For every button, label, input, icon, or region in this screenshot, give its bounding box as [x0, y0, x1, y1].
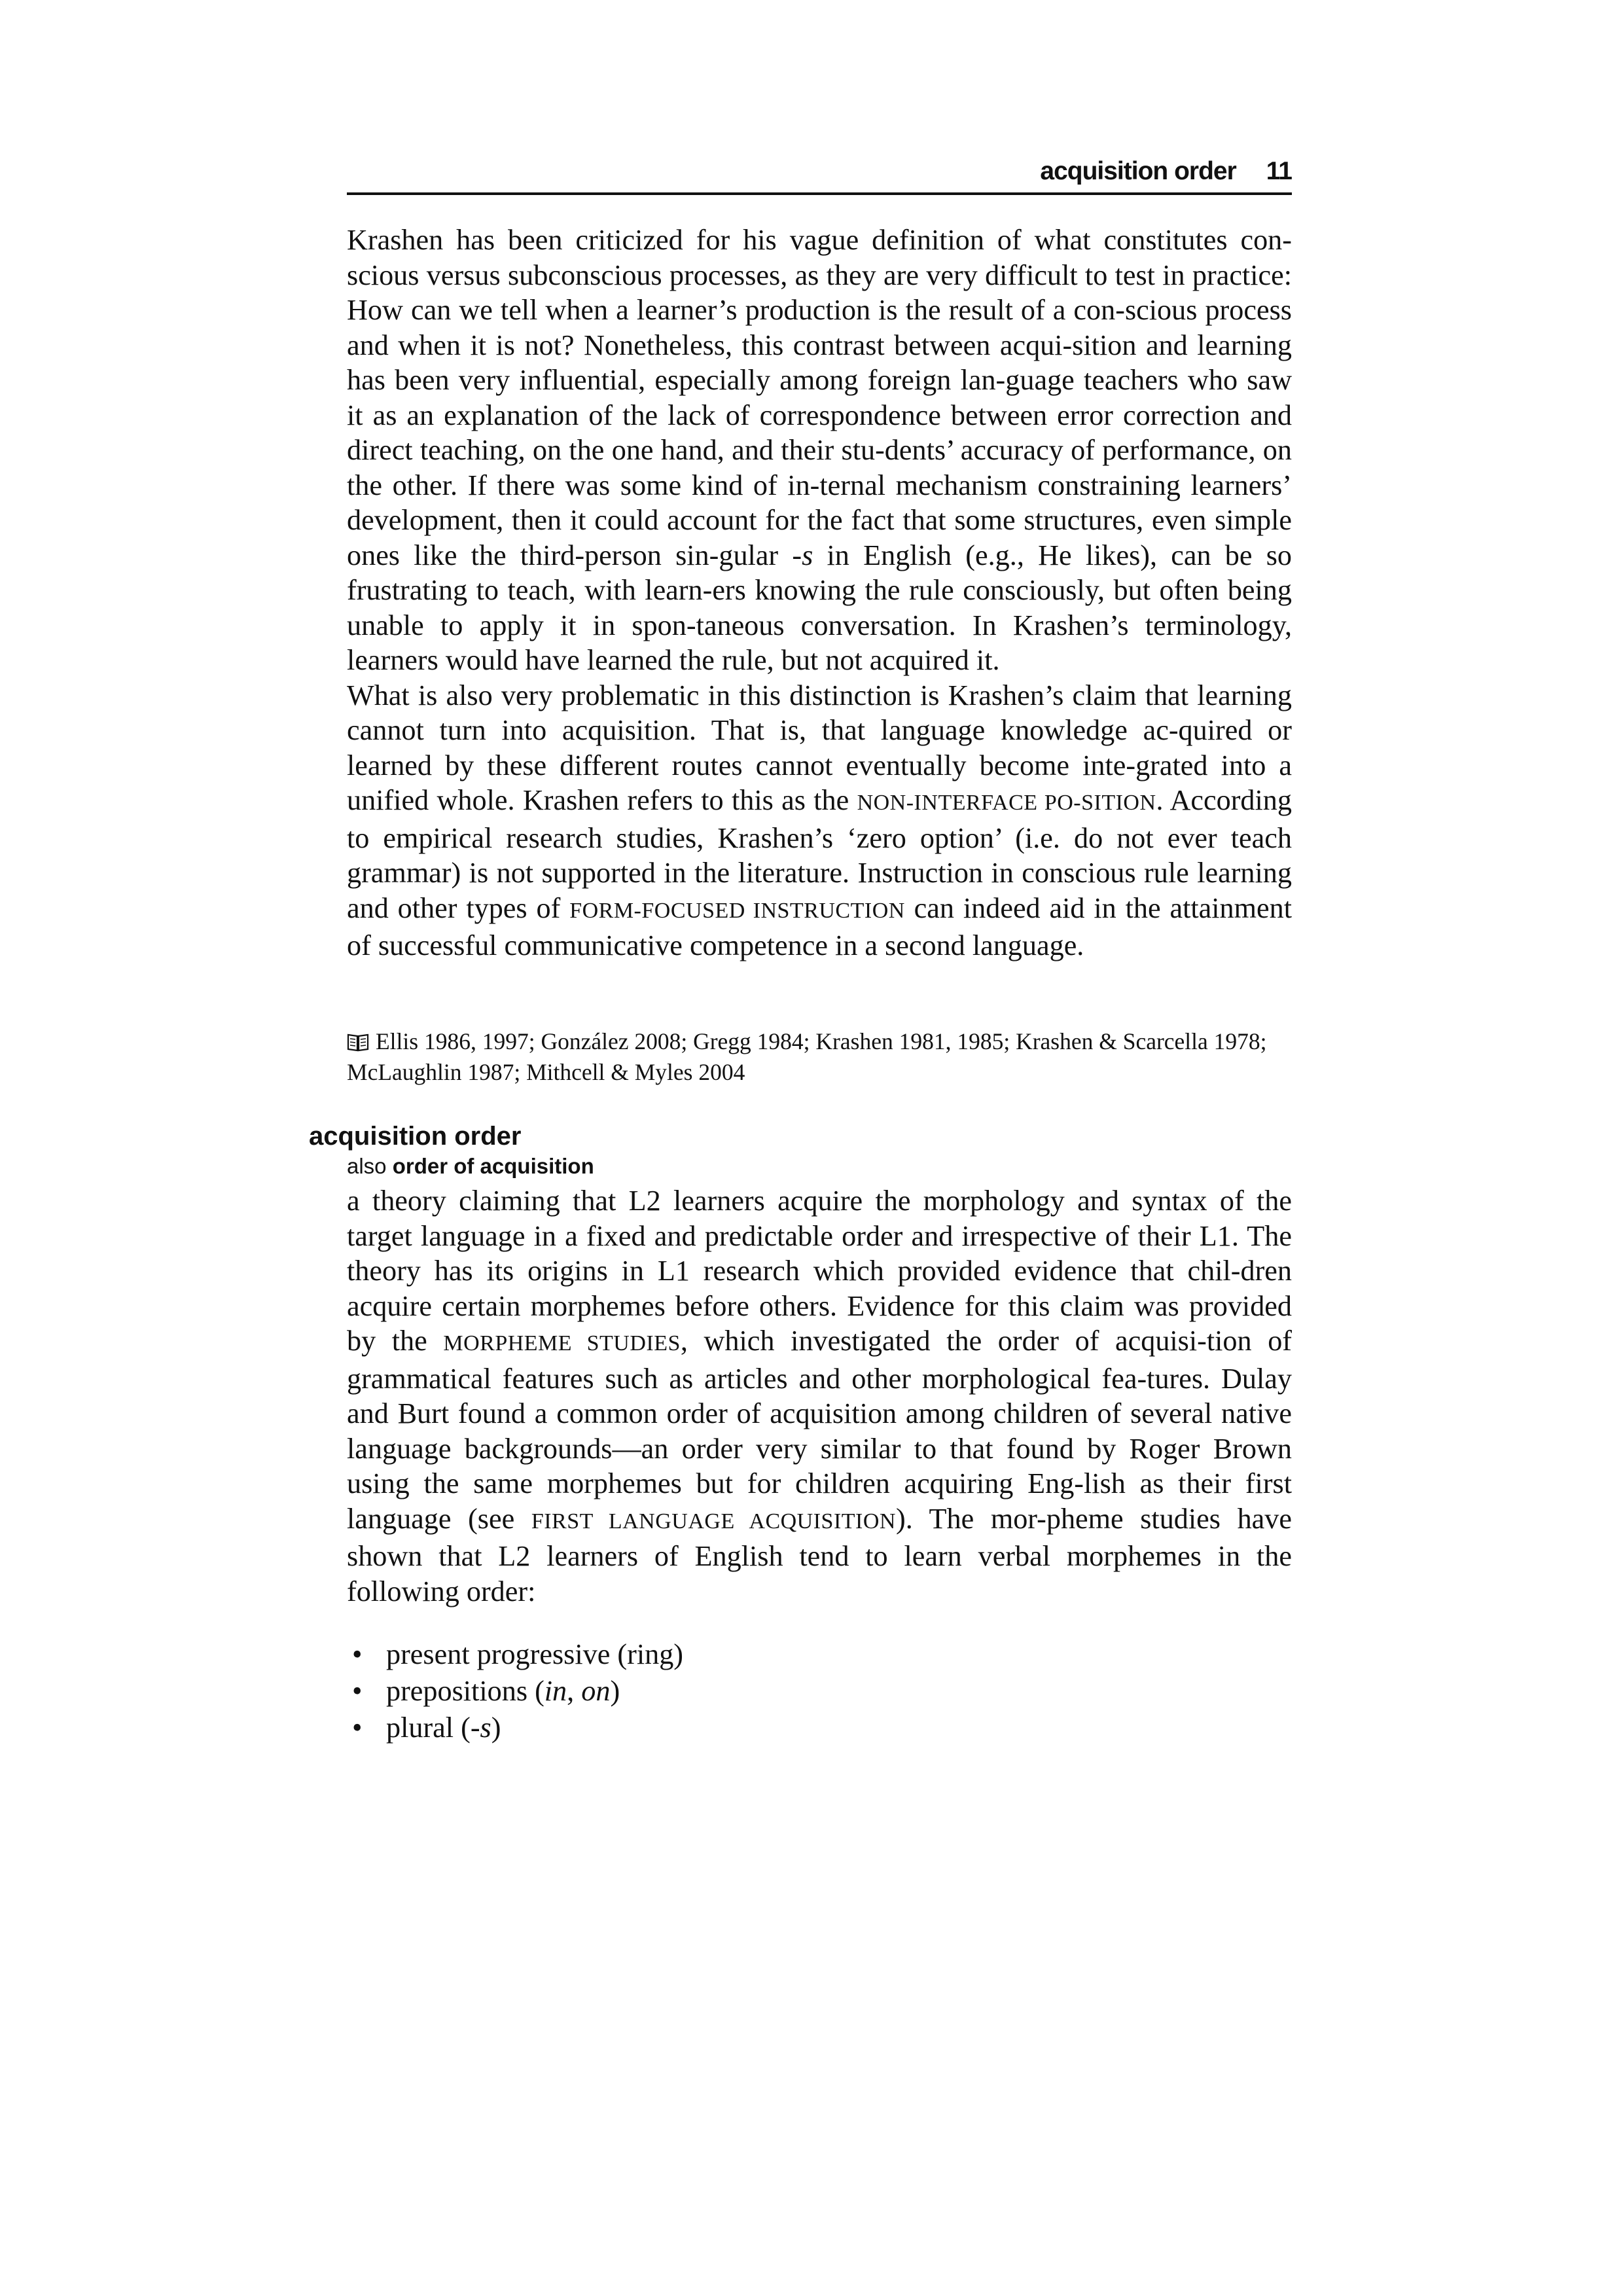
references — [347, 1028, 1292, 1086]
text-run: . According to empirical research studies, Krashen’s ‘zero option’ (i.e. do not ever teach grammar) is not supported in the literature. Instruction in conscious rule learning and other types of — [347, 784, 1292, 924]
cross-reference: FIRST LANGUAGE ACQUISITION — [531, 1509, 896, 1534]
page-header — [347, 154, 1292, 195]
italic-run: -s — [792, 539, 813, 571]
paragraph-non-interface — [347, 678, 1292, 963]
text-run: prepositions ( — [386, 1675, 544, 1707]
text-run: can indeed aid in the attainment of successful communicative competence in a second language. — [347, 891, 1292, 961]
continued-entry-text — [347, 223, 1292, 963]
definition-paragraph — [347, 1183, 1292, 1609]
text-run: ). The mor-pheme studies have shown that L2 learners of English tend to learn verbal morphemes in the following order: — [347, 1502, 1292, 1607]
text-run: plural ( — [386, 1712, 471, 1744]
text-run: a theory claiming that L2 learners acquire the morphology and syntax of the target language in a fixed and predictable order and irrespective of their L1. The theory has its origins in L1 research which provided evidence that chil-dren acquire certain morphemes before others. Evidence for this claim was provided by the — [347, 1185, 1292, 1357]
paragraph-criticism — [347, 223, 1292, 678]
cross-reference: FORM-FOCUSED INSTRUCTION — [569, 898, 905, 923]
text-run: , — [567, 1675, 582, 1707]
page-number: 11 — [1266, 157, 1292, 185]
text-run: What is also very problematic in this distinction is Krashen’s claim that learning cannot turn into acquisition. That is, that language knowledge ac-quired or learned by these different routes cannot eventually become inte-grated into a unified whole. Krashen refers to this as the — [347, 679, 1292, 816]
alternative-term: order of acquisition — [392, 1154, 594, 1178]
list-item — [347, 1710, 1292, 1746]
italic-run: in — [544, 1675, 567, 1707]
entry-definition — [347, 1183, 1292, 1609]
list-item-text: present progressive (ring) — [386, 1638, 684, 1670]
running-head — [1040, 157, 1292, 186]
also-label: also — [347, 1154, 387, 1178]
text-run: ) — [491, 1712, 501, 1744]
text-run: in English (e.g., He likes), can be so frustrating to teach, with learn-ers knowing the rule consciously, but often being unable to apply it in spon-taneous conversation. In Krashen’s terminology, learners would have learned the rule, but not acquired it. — [347, 539, 1292, 676]
running-head-title: acquisition order — [1040, 157, 1236, 185]
cross-reference: MORPHEME STUDIES — [443, 1331, 681, 1355]
list-item — [347, 1673, 1292, 1710]
list-item — [347, 1636, 1292, 1673]
entry-headword: acquisition order — [309, 1122, 522, 1151]
text-run: , which investigated the order of acquisi-tion of grammatical features such as articles and other morphological fea-tures. Dulay and Burt found a common order of acquisition among children of several native language backgrounds—an order very similar to that found by Roger Brown using the same morphemes but for children acquiring Eng-lish as their first language (see — [347, 1325, 1293, 1535]
book-icon — [347, 1030, 369, 1058]
text-run: ) — [610, 1675, 620, 1707]
references-text: Ellis 1986, 1997; González 2008; Gregg 1984; Krashen 1981, 1985; Krashen & Scarcella 1978; McLaughlin 1987; Mithcell & Myles 2004 — [347, 1028, 1267, 1085]
morpheme-order-list — [347, 1636, 1292, 1746]
italic-run: on — [581, 1675, 611, 1707]
text-run: Krashen has been criticized for his vague definition of what constitutes con-scious versus subconscious processes, as they are very difficult to test in practice: How can we tell when a learner’s production is the result of a con-scious process and when it is not? Nonetheless, this contrast between acqui-sition and learning has been very influential, especially among foreign lan-guage teachers who saw it as an explanation of the lack of correspondence between error correction and direct teaching, on the one hand, and their stu-dents’ accuracy of performance, on the other. If there was some kind of in-ternal mechanism constraining learners’ development, then it could account for the fact that some structures, even simple ones like the third-person sin-gular — [347, 224, 1292, 571]
cross-reference: NON-INTERFACE PO-SITION — [857, 791, 1156, 815]
entry-alternative — [347, 1153, 594, 1179]
italic-run: -s — [470, 1712, 491, 1744]
